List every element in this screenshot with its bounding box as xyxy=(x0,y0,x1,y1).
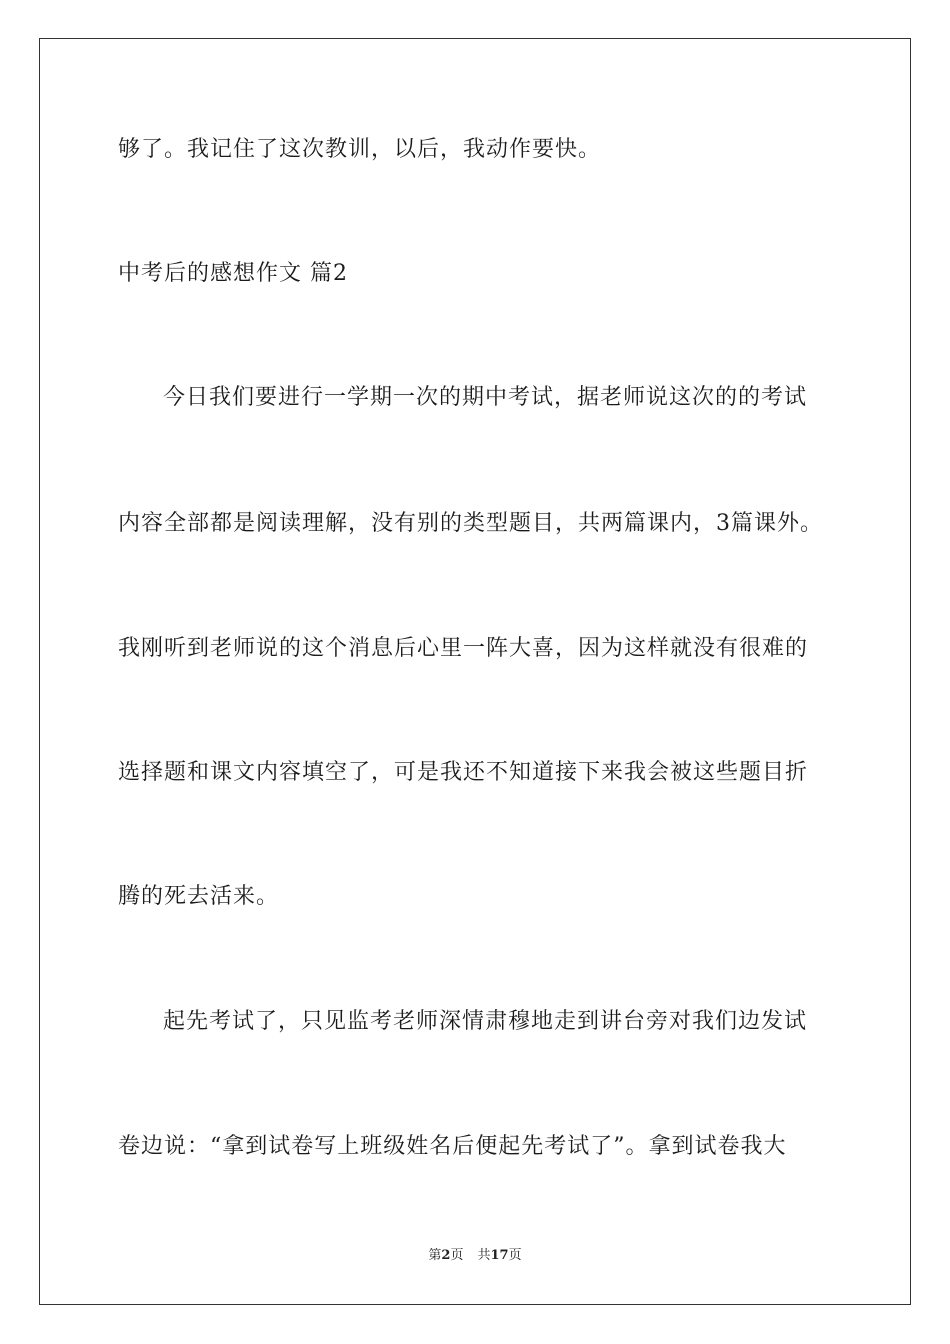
body-line-2: 今日我们要进行一学期一次的期中考试，据老师说这次的的考试 xyxy=(163,385,808,410)
body-line-6: 腾的死去活来。 xyxy=(118,884,280,909)
total-prefix: 共 xyxy=(477,1248,491,1263)
body-line-5: 选择题和课文内容填空了，可是我还不知道接下来我会被这些题目折 xyxy=(118,760,809,785)
page-footer xyxy=(0,1247,950,1265)
body-line-8: 卷边说：“拿到试卷写上班级姓名后便起先考试了”。拿到试卷我大 xyxy=(118,1134,787,1159)
page-prefix: 第 xyxy=(428,1248,442,1263)
page-border xyxy=(39,38,911,1305)
page-number: 2 xyxy=(441,1248,451,1263)
body-line-1: 够了。我记住了这次教训，以后，我动作要快。 xyxy=(118,137,602,162)
body-line-4: 我刚听到老师说的这个消息后心里一阵大喜，因为这样就没有很难的 xyxy=(118,636,809,661)
total-pages: 17 xyxy=(490,1248,509,1263)
body-line-3: 内容全部都是阅读理解，没有别的类型题目，共两篇课内，3篇课外。 xyxy=(118,511,823,536)
page-suffix: 页 xyxy=(450,1248,464,1263)
section-heading: 中考后的感想作文 篇2 xyxy=(118,261,348,286)
total-suffix: 页 xyxy=(508,1248,522,1263)
body-line-7: 起先考试了，只见监考老师深情肃穆地走到讲台旁对我们边发试 xyxy=(163,1009,808,1034)
